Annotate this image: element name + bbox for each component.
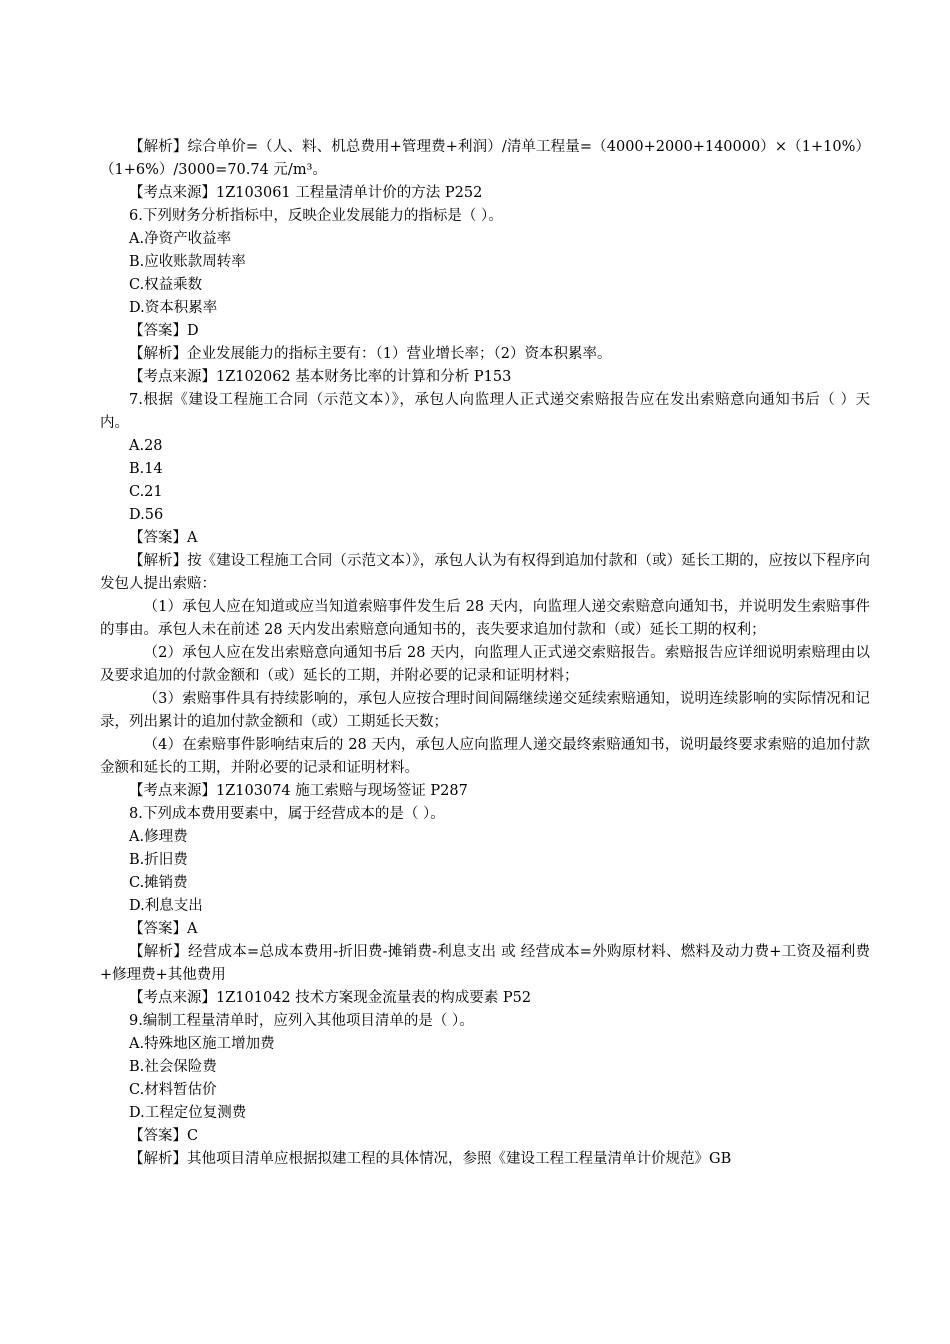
analysis-paragraph: 【解析】综合单价=（人、料、机总费用+管理费+利润）/清单工程量=（4000+2000+140000）×（1+10%）（1+6%）/3000=70.74 元/m³。 bbox=[100, 139, 870, 178]
option-line: A.特殊地区施工增加费 bbox=[129, 1036, 275, 1052]
question-stem: 8.下列成本费用要素中，属于经营成本的是（ ）。 bbox=[129, 806, 445, 822]
option-line: A.净资产收益率 bbox=[129, 231, 232, 247]
document-body bbox=[100, 136, 870, 1171]
answer-line: 【答案】A bbox=[129, 921, 198, 937]
analysis-paragraph: 【解析】企业发展能力的指标主要有：（1）营业增长率；（2）资本积累率。 bbox=[129, 346, 612, 362]
question-stem: 7.根据《建设工程施工合同（示范文本）》，承包人向监理人正式递交索赔报告应在发出索赔意向通知书后（ ）天内。 bbox=[100, 392, 870, 431]
answer-line: 【答案】D bbox=[129, 323, 199, 339]
analysis-paragraph: 【解析】其他项目清单应根据拟建工程的具体情况，参照《建设工程工程量清单计价规范》GB bbox=[129, 1151, 732, 1167]
procedure-item: （3）索赔事件具有持续影响的，承包人应按合理时间间隔继续递交延续索赔通知，说明连续影响的实际情况和记录，列出累计的追加付款金额和（或）工期延长天数； bbox=[100, 691, 870, 730]
procedure-item: （4）在索赔事件影响结束后的 28 天内，承包人应向监理人递交最终索赔通知书，说明最终要求索赔的追加付款金额和延长的工期，并附必要的记录和证明材料。 bbox=[100, 737, 870, 776]
question-stem: 6.下列财务分析指标中，反映企业发展能力的指标是（ ）。 bbox=[129, 208, 503, 224]
option-line: D.工程定位复测费 bbox=[129, 1105, 247, 1121]
option-line: B.应收账款周转率 bbox=[129, 254, 246, 270]
option-line: D.利息支出 bbox=[129, 898, 203, 914]
source-line: 【考点来源】1Z103074 施工索赔与现场签证 P287 bbox=[129, 783, 468, 799]
procedure-item: （2）承包人应在发出索赔意向通知书后 28 天内，向监理人正式递交索赔报告。索赔报告应详细说明索赔理由以及要求追加的付款金额和（或）延长的工期，并附必要的记录和证明材料； bbox=[100, 645, 870, 684]
option-line: C.材料暂估价 bbox=[129, 1082, 217, 1098]
source-line: 【考点来源】1Z102062 基本财务比率的计算和分析 P153 bbox=[129, 369, 512, 385]
answer-line: 【答案】A bbox=[129, 530, 198, 546]
question-stem: 9.编制工程量清单时，应列入其他项目清单的是（ ）。 bbox=[129, 1013, 474, 1029]
option-line: B.折旧费 bbox=[129, 852, 188, 868]
source-line: 【考点来源】1Z101042 技术方案现金流量表的构成要素 P52 bbox=[129, 990, 532, 1006]
answer-line: 【答案】C bbox=[129, 1128, 199, 1144]
option-line: B.14 bbox=[129, 461, 163, 477]
option-line: A.修理费 bbox=[129, 829, 188, 845]
option-line: D.56 bbox=[129, 507, 164, 523]
option-line: C.摊销费 bbox=[129, 875, 188, 891]
analysis-paragraph: 【解析】按《建设工程施工合同（示范文本）》，承包人认为有权得到追加付款和（或）延长工期的，应按以下程序向发包人提出索赔： bbox=[100, 553, 870, 592]
option-line: C.权益乘数 bbox=[129, 277, 203, 293]
option-line: A.28 bbox=[129, 438, 163, 454]
option-line: B.社会保险费 bbox=[129, 1059, 217, 1075]
analysis-paragraph: 【解析】经营成本=总成本费用-折旧费-摊销费-利息支出 或 经营成本=外购原材料、燃料及动力费+工资及福利费+修理费+其他费用 bbox=[100, 944, 870, 983]
procedure-item: （1）承包人应在知道或应当知道索赔事件发生后 28 天内，向监理人递交索赔意向通知书，并说明发生索赔事件的事由。承包人未在前述 28 天内发出索赔意向通知书的，丧失要求追加付款和（或）延长工期的权利； bbox=[100, 599, 870, 638]
source-line: 【考点来源】1Z103061 工程量清单计价的方法 P252 bbox=[129, 185, 483, 201]
option-line: C.21 bbox=[129, 484, 163, 500]
option-line: D.资本积累率 bbox=[129, 300, 218, 316]
